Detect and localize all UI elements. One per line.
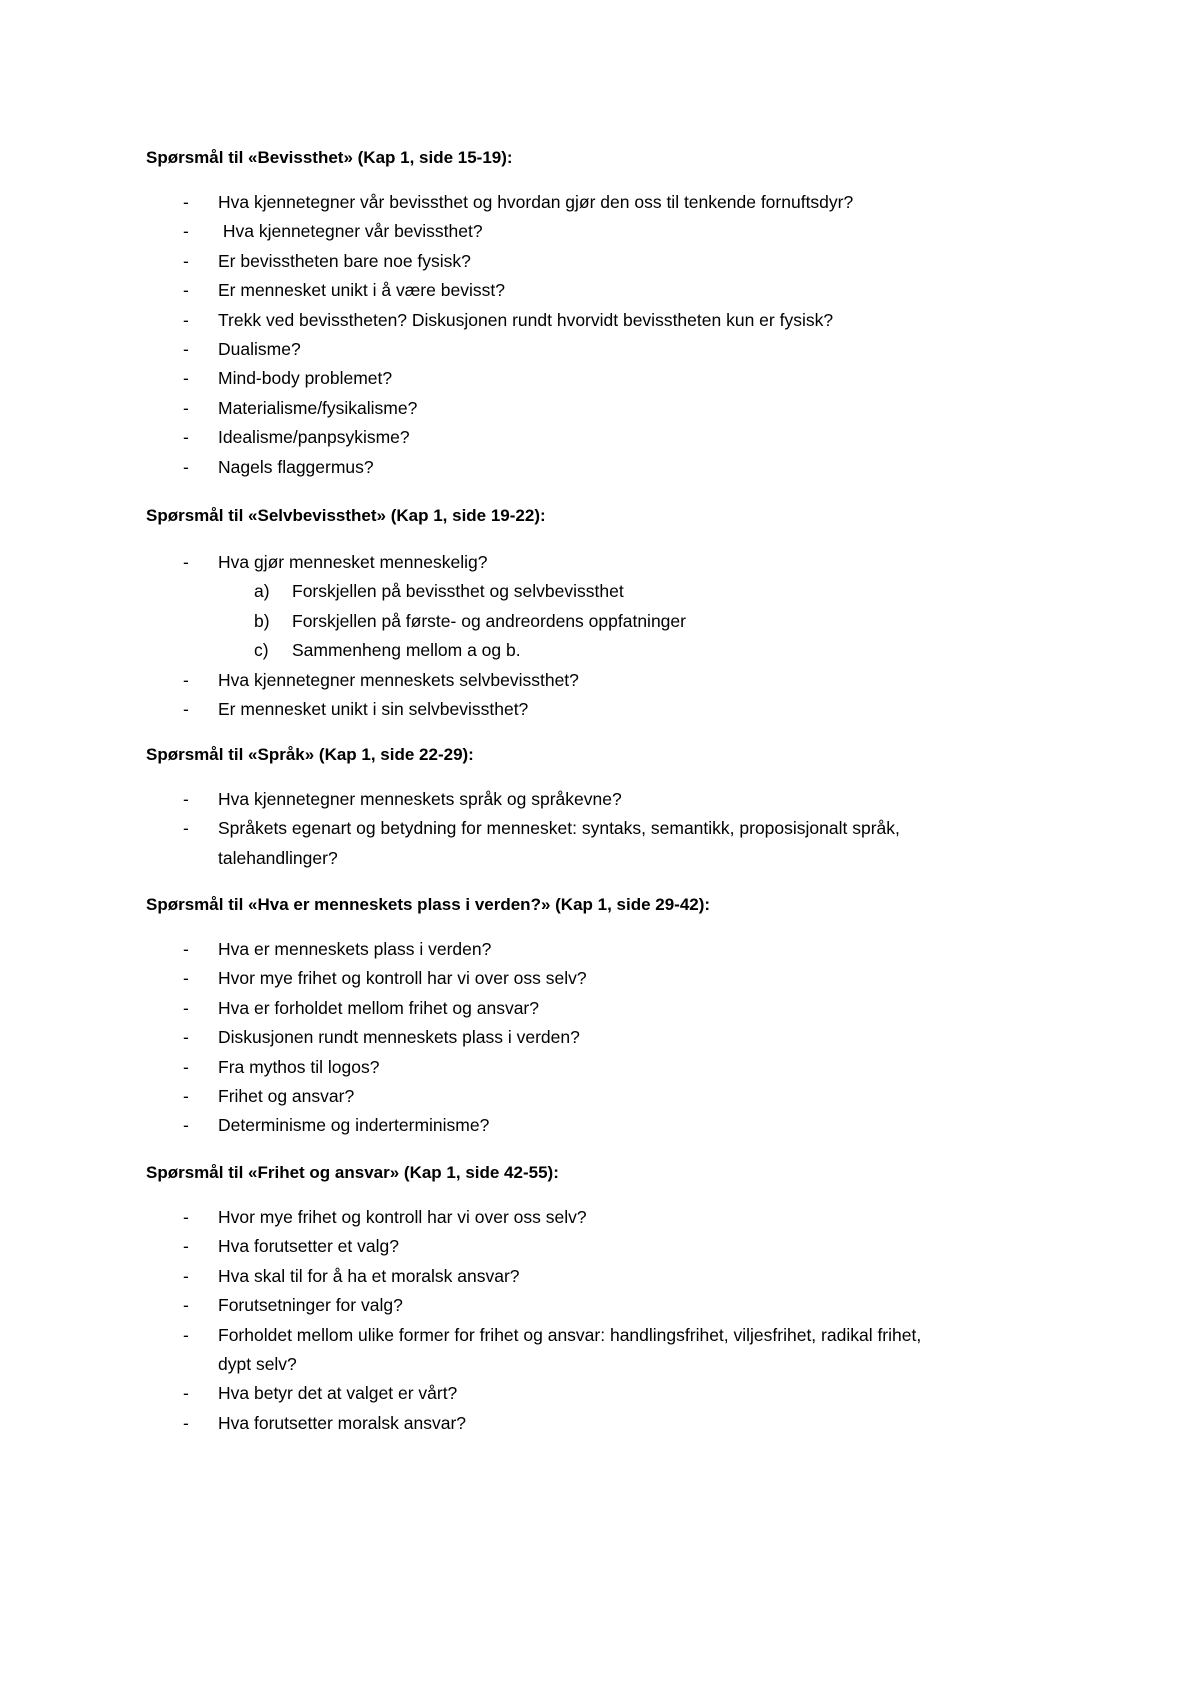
list-dash: - [183,368,189,389]
section-menneskets-plass [146,893,1086,1136]
list-item [146,814,1086,843]
section-heading: Spørsmål til «Frihet og ansvar» (Kap 1, side 42-55): [146,1163,559,1182]
list-dash: - [183,427,189,448]
list-item [146,217,1086,246]
question-list [146,1203,1086,1438]
list-dash: - [183,397,189,418]
list-dash: - [183,250,189,271]
list-dash: - [183,1236,189,1257]
list-dash: - [183,1115,189,1136]
list-item-continuation [146,1350,1086,1379]
question-list [146,188,1086,482]
list-item [146,785,1086,814]
list-item-text: Forholdet mellom ulike former for frihet og ansvar: handlingsfrihet, viljesfrihet, radikal frihet, [218,1324,922,1345]
section-heading: Spørsmål til «Språk» (Kap 1, side 22-29): [146,745,474,764]
list-item-text: Forutsetninger for valg? [218,1295,403,1316]
list-dash: - [183,1265,189,1286]
list-item-text: Hva kjennetegner vår bevissthet? [218,221,483,242]
sub-list-item [146,577,1086,606]
list-dash: - [183,789,189,809]
list-item-text: Nagels flaggermus? [218,456,374,477]
list-item-text: Diskusjonen rundt menneskets plass i verden? [218,1027,580,1048]
list-item [146,306,1086,335]
list-item [146,695,1086,724]
list-item [146,247,1086,276]
list-item-text: Frihet og ansvar? [218,1086,355,1107]
list-item [146,335,1086,364]
list-item-text: Hvor mye frihet og kontroll har vi over oss selv? [218,1207,587,1227]
list-item-text: Hva er forholdet mellom frihet og ansvar? [218,997,539,1018]
list-dash: - [183,1324,189,1345]
section-bevissthet [146,146,1086,477]
sub-list-item-text: Forskjellen på første- og andreordens oppfatninger [292,610,686,631]
list-item [146,1379,1086,1408]
list-item-text: dypt selv? [218,1354,297,1375]
sub-list-item [146,636,1086,665]
list-dash: - [183,552,189,572]
list-dash: - [183,1086,189,1107]
list-item [146,1291,1086,1320]
list-item [146,1111,1086,1140]
list-item-text: Hva kjennetegner vår bevissthet og hvordan gjør den oss til tenkende fornuftsdyr? [218,192,854,212]
list-dash: - [183,968,189,989]
list-dash: - [183,221,189,242]
list-item [146,1321,1086,1350]
list-dash: - [183,1412,189,1433]
list-item-text: Hva betyr det at valget er vårt? [218,1383,458,1404]
list-item-text: Hva forutsetter moralsk ansvar? [218,1412,467,1433]
question-list [146,548,1086,724]
list-item [146,1203,1086,1232]
list-dash: - [183,818,189,839]
list-dash: - [183,1207,189,1227]
list-item-text: Fra mythos til logos? [218,1056,380,1077]
list-dash: - [183,997,189,1018]
list-dash: - [183,939,189,959]
list-item-text: Materialisme/fysikalisme? [218,397,418,418]
list-item-text: Er bevisstheten bare noe fysisk? [218,250,471,271]
sub-list-marker: b) [254,610,270,631]
sub-list-marker: a) [254,581,270,602]
question-list [146,785,1086,873]
list-item-text: Hva forutsetter et valg? [218,1236,399,1257]
section-frihet-og-ansvar [146,1161,1086,1433]
list-item [146,1053,1086,1082]
list-item-text: Hva er menneskets plass i verden? [218,939,492,959]
list-item [146,1023,1086,1052]
list-item [146,364,1086,393]
list-item [146,964,1086,993]
list-item [146,1082,1086,1111]
list-dash: - [183,456,189,477]
list-item [146,276,1086,305]
list-item [146,666,1086,695]
sub-list-item-text: Forskjellen på bevissthet og selvbevissthet [292,581,624,602]
list-dash: - [183,192,189,212]
list-item-continuation [146,844,1086,873]
list-item-text: Hva kjennetegner menneskets språk og språkevne? [218,789,622,809]
list-dash: - [183,1295,189,1316]
list-item-text: Hva skal til for å ha et moralsk ansvar? [218,1265,520,1286]
sub-list-item-text: Sammenheng mellom a og b. [292,640,521,661]
list-item [146,453,1086,482]
list-item-text: Mind-body problemet? [218,368,393,389]
list-item [146,1232,1086,1261]
list-item [146,994,1086,1023]
list-dash: - [183,1383,189,1404]
sub-list-marker: c) [254,640,269,661]
sub-list-item [146,607,1086,636]
list-dash: - [183,1056,189,1077]
list-item-text: Hva kjennetegner menneskets selvbevissthet? [218,669,579,690]
list-item-text: Er mennesket unikt i å være bevisst? [218,280,505,301]
list-dash: - [183,280,189,301]
list-dash: - [183,699,189,720]
list-item-text: Hva gjør mennesket menneskelig? [218,552,488,572]
list-dash: - [183,309,189,330]
list-item-text: Dualisme? [218,339,301,360]
list-item-text: talehandlinger? [218,847,338,868]
list-dash: - [183,339,189,360]
section-heading: Spørsmål til «Hva er menneskets plass i verden?» (Kap 1, side 29-42): [146,895,711,914]
question-list [146,935,1086,1141]
list-item [146,1262,1086,1291]
section-heading: Spørsmål til «Bevissthet» (Kap 1, side 15-19): [146,148,513,167]
list-item-text: Hvor mye frihet og kontroll har vi over oss selv? [218,968,587,989]
list-item-text: Trekk ved bevisstheten? Diskusjonen rundt hvorvidt bevisstheten kun er fysisk? [218,309,834,330]
section-sprak [146,743,1086,868]
list-item-text: Språkets egenart og betydning for mennesket: syntaks, semantikk, proposisjonalt språk, [218,818,900,839]
list-item-text: Determinisme og inderterminisme? [218,1115,490,1136]
list-item [146,548,1086,577]
list-item [146,423,1086,452]
list-dash: - [183,1027,189,1048]
list-item-text: Er mennesket unikt i sin selvbevissthet? [218,699,529,720]
list-item [146,394,1086,423]
section-heading: Spørsmål til «Selvbevissthet» (Kap 1, side 19-22): [146,506,546,525]
list-item [146,935,1086,964]
list-item [146,188,1086,217]
section-selvbevissthet [146,504,1086,720]
list-dash: - [183,669,189,690]
list-item [146,1409,1086,1438]
list-item-text: Idealisme/panpsykisme? [218,427,410,448]
